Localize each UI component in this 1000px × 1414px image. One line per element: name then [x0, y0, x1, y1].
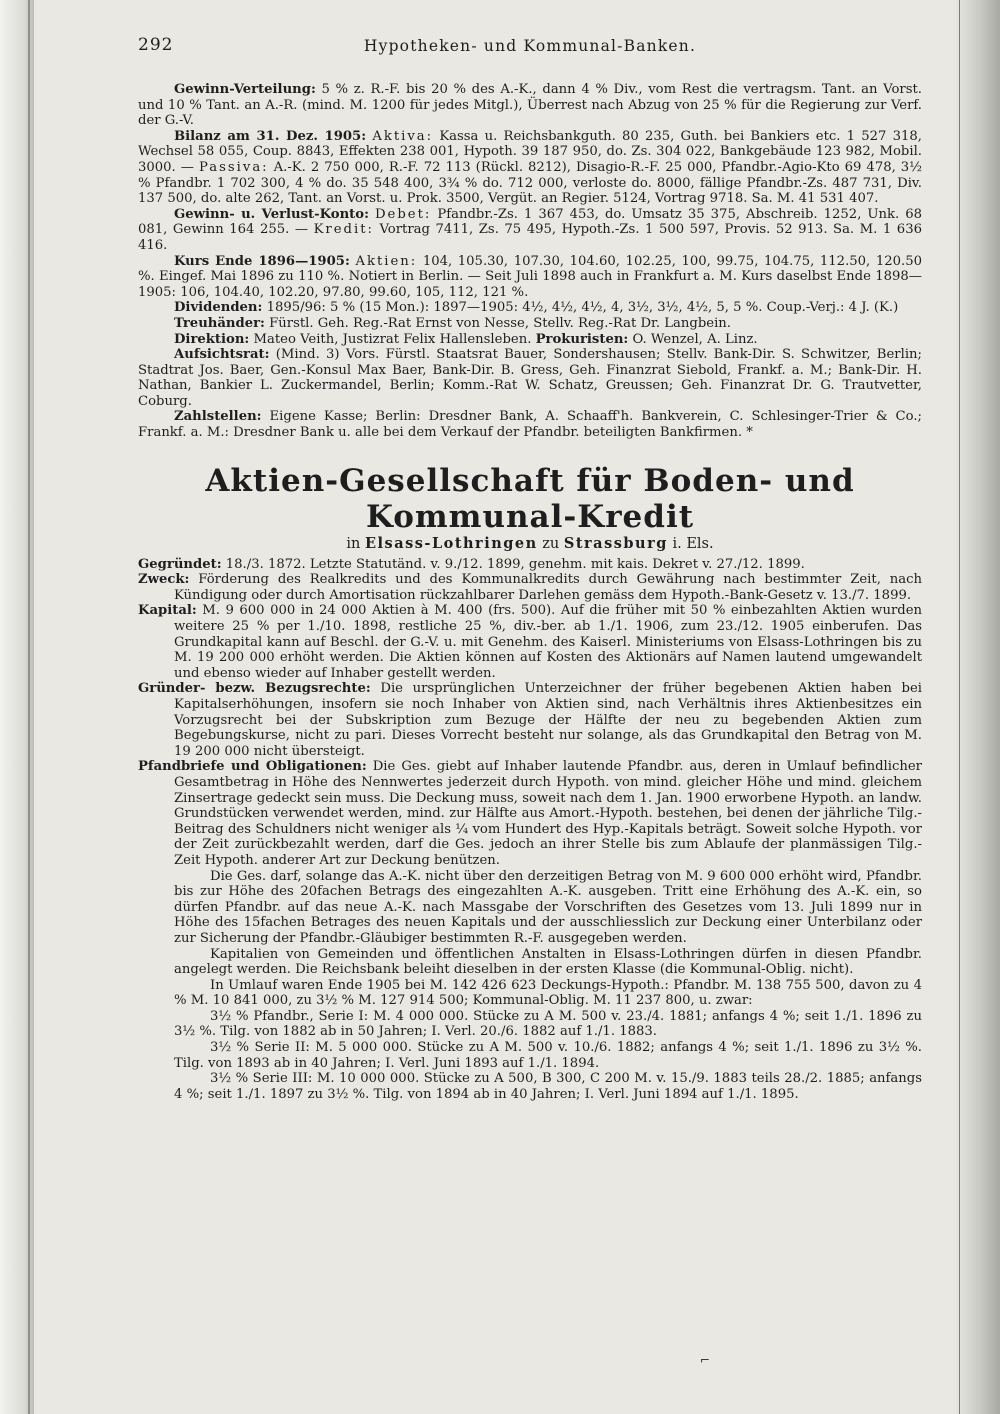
passiva-text: A.-K. 2 750 000, R.-F. 72 113 (Rückl. 8212), Disagio-R.-F. 25 000, Pfandbr.-Agio-Kto 69 478, 3½ % Pfandbr. 1 702 300, 4 % do. 35 548 400, 3¾ % do. 712 000, verloste do. 8000, fällige Pfandbr.-Zs. 487 731, Div. 137 500, do. alte 262, Tant. an Vorst. u. Prok. 3500, Vergüt. an Regier. 5124, Vortrag 9718. Sa. M. 41 531 407.	[138, 159, 922, 207]
pfandbriefe-p6: 3½ % Serie II: M. 5 000 000. Stücke zu A M. 500 v. 10./6. 1882; anfangs 4 %; seit 1./1. 1896 zu 3½ %. Tilg. von 1893 ab in 40 Jahren; I. Verl. Juni 1893 auf 1./1. 1894.	[174, 1040, 922, 1071]
gegruendet-text: 18./3. 1872. Letzte Statutänd. v. 9./12. 1899, genehm. mit kais. Dekret v. 27./12. 1899.	[225, 556, 805, 572]
subtitle-post: i. Els.	[672, 535, 714, 552]
dividenden-text: 1895/96: 5 % (15 Mon.): 1897—1905: 4½, 4½, 4½, 4, 3½, 3½, 4½, 5, 5 %. Coup.-Verj.: 4 J. (K.)	[266, 300, 899, 316]
pfandbriefe-p7: 3½ % Serie III: M. 10 000 000. Stücke zu A 500, B 300, C 200 M. v. 15./9. 1883 teils 28./2. 1885; anfangs 4 %; seit 1./1. 1897 zu 3½ %. Tilg. von 1894 ab in 40 Jahren; I. Verl. Juni 1894 auf 1./1. 1895.	[174, 1071, 922, 1102]
bilanz-label: Bilanz am 31. Dez. 1905:	[174, 128, 367, 144]
right-page-edge	[956, 0, 1000, 1414]
right-edge-line	[959, 0, 960, 1414]
pfandbriefe-section	[138, 759, 922, 868]
subtitle-city: Strassburg	[563, 534, 668, 552]
prokuristen-label: Prokuristen:	[535, 331, 629, 347]
kredit-text: Vortrag 7411, Zs. 75 495, Hypoth.-Zs. 1 500 597, Provis. 52 913. Sa. M. 1 636 416.	[138, 222, 922, 253]
gruender-section	[138, 681, 922, 759]
dividenden-section	[138, 300, 922, 316]
aktiva-text: Kassa u. Reichsbankguth. 80 235, Guth. bei Bankiers etc. 1 527 318, Wechsel 58 055, Coup. 8843, Effekten 238 001, Hypoth. 39 187 950, do. Zs. 304 022, Bankgebäude 123 982, Mobil. 3000. —	[138, 128, 922, 175]
kurs-aktien-label: Aktien:	[355, 253, 418, 269]
kapital-label: Kapital:	[138, 603, 197, 619]
gruender-text: Die ursprünglichen Unterzeichner der früher begebenen Aktien haben bei Kapitalserhöhungen, insofern sie noch Inhaber von Aktien sind, nach Verhältnis ihres Aktienbesitzes ein Vorzugsrecht bei der Subskription zum Bezuge der Hälfte der neu zu begebenden Aktien zum Begebungskurse, nicht zu pari. Dieses Vorrecht besteht nur solange, als das Grundkapital den Betrag von M. 19 200 000 nicht übersteigt.	[174, 681, 922, 759]
page-header	[138, 35, 922, 64]
gewinn-verteilung-label: Gewinn-Verteilung:	[174, 82, 316, 97]
company-title: Aktien-Gesellschaft für Boden- und Kommunal-Kredit	[205, 462, 855, 535]
zweck-section	[138, 572, 922, 603]
prokuristen-text: O. Wenzel, A. Linz.	[632, 331, 758, 347]
treuhaender-label: Treuhänder:	[174, 315, 265, 331]
direktion-label: Direktion:	[174, 331, 250, 347]
kapital-section	[138, 603, 922, 681]
gewinn-verlust-section	[138, 207, 922, 254]
gegruendet-label: Gegründet:	[138, 556, 222, 572]
pfandbriefe-p4: In Umlauf waren Ende 1905 bei M. 142 426 623 Deckungs-Hypoth.: Pfandbr. M. 138 755 500, davon zu 4 % M. 10 841 000, zu 3½ % M. 127 914 500; Kommunal-Oblig. M. 11 237 800, u. zwar:	[174, 977, 922, 1009]
kurs-text: 104, 105.30, 107.30, 104.60, 102.25, 100, 99.75, 104.75, 112.50, 120.50 %. Eingef. Mai 1896 zu 110 %. Notiert in Berlin. — Seit Juli 1898 auch in Frankfurt a. M. Kurs daselbst Ende 1898—1905: 106, 104.40, 102.20, 97.80, 99.60, 105, 112, 121 %.	[138, 253, 922, 300]
document-page	[138, 35, 922, 1102]
kurs-section	[138, 254, 922, 301]
gegruendet-section	[138, 557, 922, 573]
aktiva-label: Aktiva:	[372, 128, 434, 144]
aufsichtsrat-text: (Mind. 3) Vors. Fürstl. Staatsrat Bauer, Sondershausen; Stellv. Bank-Dir. S. Schwitzer, Berlin; Stadtrat Jos. Baer, Gen.-Konsul Max Baer, Bank-Dir. B. Gress, Geh. Finanzrat Siebold, Frankf. a. M.; Bank-Dir. H. Nathan, Bankier L. Zuckermandel, Berlin; Komm.-Rat W. Schatz, Greussen; Geh. Finanzrat Dr. G. Trautvetter, Coburg.	[138, 347, 922, 409]
aufsichtsrat-section	[138, 347, 922, 409]
passiva-label: Passiva:	[198, 159, 269, 175]
subtitle-pre: in	[346, 535, 361, 552]
pfandbriefe-p1: Die Ges. giebt auf Inhaber lautende Pfandbr. aus, deren in Umlauf befindlicher Gesamtbetrag in Höhe des Nennwertes jederzeit durch Hypoth. von mind. gleicher Höhe und mind. gleichem Zinsertrage gedeckt sein muss. Die Deckung muss, soweit nach dem 1. Jan. 1900 erworbene Hypoth. an landw. Grundstücken verwendet werden, mind. zur Hälfte aus Amort.-Hypoth. bestehen, bei denen der jährliche Tilg.-Beitrag des Schuldners nicht weniger als ¼ vom Hundert des Hyp.-Kapitals beträgt. Soweit solche Hypoth. vor der Zeit zurückbezahlt werden, darf die Ges. jedoch an ihrer Stelle bis zum Ablaufe der planmässigen Tilg.-Zeit Hypoth. anderer Art zur Deckung benützen.	[174, 759, 922, 868]
debet-label: Debet:	[374, 206, 432, 222]
page-mark: ⌐	[700, 1353, 711, 1367]
page-number: 292	[138, 35, 174, 55]
gewinn-verteilung-section	[138, 82, 922, 129]
gruender-label: Gründer- bezw. Bezugsrechte:	[138, 681, 371, 697]
zweck-label: Zweck:	[138, 572, 190, 588]
zahlstellen-section	[138, 409, 922, 440]
gewinn-verteilung-text: 5 % z. R.-F. bis 20 % des A.-K., dann 4 % Div., vom Rest die vertragsm. Tant. an Vorst. und 10 % Tant. an A.-R. (mind. M. 1200 für jedes Mitgl.), Überrest nach Abzug von 25 % für die Regierung zur Verf. der G.-V.	[138, 82, 922, 129]
bilanz-section	[138, 129, 922, 207]
running-title: Hypotheken- und Kommunal-Banken.	[363, 37, 697, 55]
pfandbriefe-p2: Die Ges. darf, solange das A.-K. nicht über den derzeitigen Betrag von M. 9 600 000 erhöht wird, Pfandbr. bis zur Höhe des 20fachen Betrags des eingezahlten A.-K. ausgeben. Tritt eine Erhöhung des A.-K. ein, so dürfen Pfandbr. auf das neue A.-K. nach Massgabe der Vorschriften des Gesetzes vom 13. Juli 1899 nur in Höhe des 15fachen Betrages des neuen Kapitals und der ausschliesslich zur Deckung einer Unterbilanz oder zur Sicherung der Pfandbr.-Gläubiger bestimmten R.-F. ausgegeben werden.	[174, 868, 922, 946]
dividenden-label: Dividenden:	[174, 300, 263, 316]
company-subtitle	[138, 535, 922, 553]
direktion-section	[138, 332, 922, 348]
kapital-text: M. 9 600 000 in 24 000 Aktien à M. 400 (frs. 500). Auf die früher mit 50 % einbezahlten Aktien wurden weitere 25 % per 1./10. 1898, restliche 25 %, div.-ber. ab 1./1. 1906, zum 23./12. 1905 einberufen. Das Grundkapital kann auf Beschl. der G.-V. u. mit Genehm. des Kaiserl. Ministeriums von Elsass-Lothringen bis zu M. 19 200 000 erhöht werden. Die Aktien können auf Kosten des Aktionärs auf Namen lautend umgewandelt und ebenso wieder auf Inhaber gestellt werden.	[174, 603, 922, 681]
zahlstellen-text: Eigene Kasse; Berlin: Dresdner Bank, A. Schaaff'h. Bankverein, C. Schlesinger-Trier & Co.; Frankf. a. M.: Dresdner Bank u. alle bei dem Verkauf der Pfandbr. beteiligten Bankfirmen. *	[138, 409, 922, 441]
debet-text: Pfandbr.-Zs. 1 367 453, do. Umsatz 35 375, Abschreib. 1252, Unk. 68 081, Gewinn 164 255. —	[138, 206, 922, 238]
pfandbriefe-p5: 3½ % Pfandbr., Serie I: M. 4 000 000. Stücke zu A M. 500 v. 23./4. 1881; anfangs 4 %; seit 1./1. 1896 zu 3½ %. Tilg. von 1882 ab in 50 Jahren; I. Verl. 20./6. 1882 auf 1./1. 1883.	[174, 1008, 922, 1040]
zweck-text: Förderung des Realkredits und des Kommunalkredits durch Gewährung nach bestimmter Zeit, nach Kündigung oder durch Amortisation rückzahlbarer Darlehen gemäss dem Hypoth.-Bank-Gesetz v. 13./7. 1899.	[174, 572, 922, 603]
subtitle-mid: zu	[542, 535, 560, 552]
treuhaender-text: Fürstl. Geh. Reg.-Rat Ernst von Nesse, Stellv. Reg.-Rat Dr. Langbein.	[269, 315, 731, 331]
gewinn-verlust-label: Gewinn- u. Verlust-Konto:	[174, 206, 369, 222]
direktion-text: Mateo Veith, Justizrat Felix Hallensleben.	[253, 331, 532, 347]
subtitle-region: Elsass-Lothringen	[364, 534, 538, 552]
kurs-label: Kurs Ende 1896—1905:	[174, 253, 350, 269]
pfandbriefe-label: Pfandbriefe und Obligationen:	[138, 759, 367, 775]
pfandbriefe-p3: Kapitalien von Gemeinden und öffentlichen Anstalten in Elsass-Lothringen dürfen in diesen Pfandbr. angelegt werden. Die Reichsbank beleiht dieselben in der ersten Klasse (die Kommunal-Oblig. nicht).	[174, 946, 922, 978]
aufsichtsrat-label: Aufsichtsrat:	[174, 347, 270, 363]
treuhaender-section	[138, 316, 922, 332]
kredit-label: Kredit:	[313, 222, 374, 238]
binding-line	[28, 0, 30, 1414]
zahlstellen-label: Zahlstellen:	[174, 409, 262, 425]
